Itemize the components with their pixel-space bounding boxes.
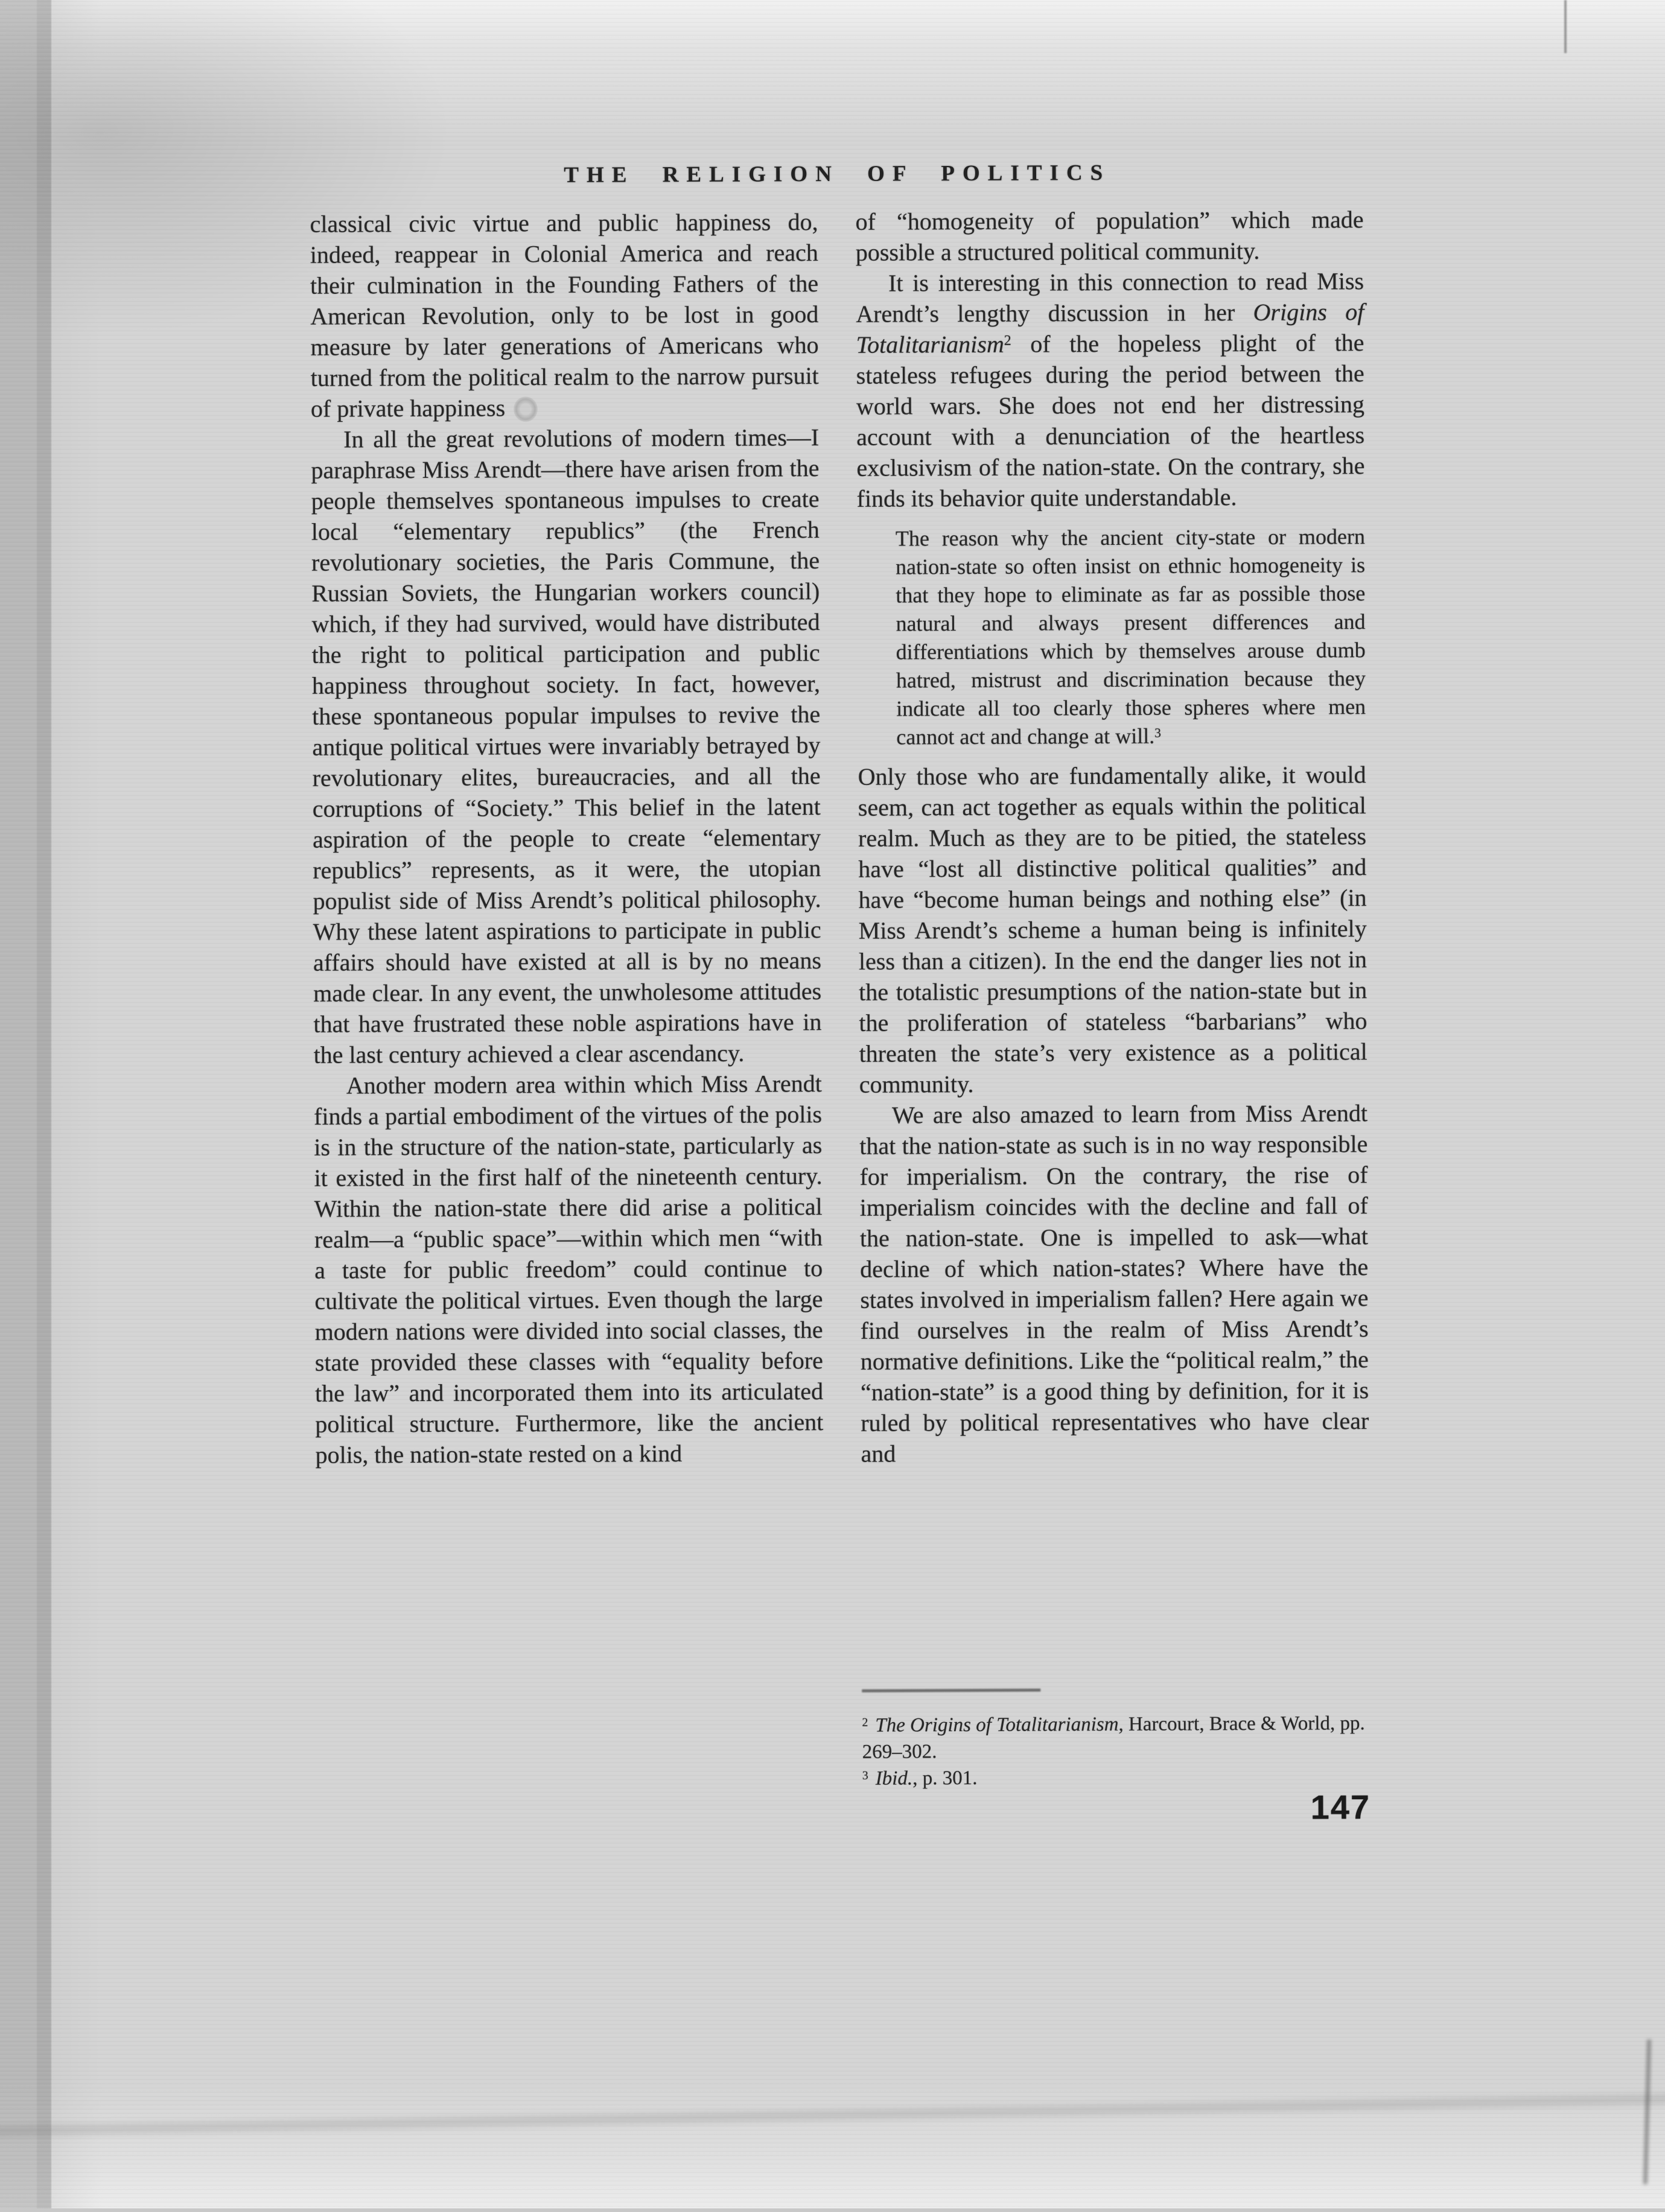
paragraph: Only those who are fundamentally alike, it would seem, can act together as equals within the political realm. Much as they are to be pitied, the stateless have “lost all distinctive political qualities” and have “become human beings and nothing else” (in Miss Arendt’s scheme a human being is infinitely less than a citizen). In the end the danger lies not in the totalistic presumptions of the nation-state but in the proliferation of stateless “barbarians” who threaten the state’s very existence as a political community. [858, 761, 1367, 1098]
footnote-separator [862, 1689, 1040, 1692]
paragraph-text: of the hopeless plight of the stateless refugees during the period between the world wars. She does not end her distressing account with a denunciation of the heartless exclusivism of the nation-state. On the contrary, she finds its behavior quite understandable. [856, 329, 1365, 512]
paragraph [310, 206, 820, 424]
footnote-marker: 2 [862, 1715, 868, 1729]
footnote-text: Harcourt, Brace & World, pp. 269–302. [862, 1712, 1365, 1763]
footnote-ref-3: 3 [1154, 725, 1161, 740]
footnote-text: , p. 301. [912, 1767, 978, 1790]
page-number: 147 [1310, 1788, 1371, 1826]
running-header: THE RELIGION OF POLITICS [564, 160, 1111, 188]
block-quote [896, 523, 1366, 751]
paragraph [856, 265, 1365, 514]
paragraph: of “homogeneity of population” which made possible a structured political community. [855, 206, 1364, 266]
ink-smudge [514, 396, 538, 422]
paragraph: In all the great revolutions of modern times—I paraphrase Miss Arendt—there have arisen from the people themselves spontaneous impulses to create local “elementary republics” (the French revolutionary societies, the Paris Commune, the Russian Soviets, the Hungarian workers council) which, if they had survived, would have distributed the right to political participation and public happiness throughout society. In fact, however, these spontaneous popular impulses to revive the antique political virtues were invariably betrayed by revolutionary elites, bureaucracies, and all the corruptions of “Society.” This belief in the latent aspiration of the people to create “elementary republics” represents, as it were, the utopian populist side of Miss Arendt’s political philosophy. Why these latent aspirations to participate in public affairs should have existed at all is by no means made clear. In any event, the unwholesome attitudes that have frustrated these noble aspirations have in the last century achieved a clear ascendancy. [311, 424, 822, 1069]
right-column [856, 204, 1369, 1469]
footnote-2 [862, 1710, 1370, 1765]
footnote-ref-2: 2 [1004, 333, 1011, 349]
left-column [310, 206, 824, 1470]
paragraph-text: It is interesting in this connection to read Miss Arendt’s lengthy discussion in her [856, 267, 1364, 328]
paragraph: Another modern area within which Miss Arendt finds a partial embodiment of the virtues of the polis is in the structure of the nation-state, particularly as it existed in the first half of the nineteenth century. Within the nation-state there did arise a political realm—a “public space”—within which men “with a taste for public freedom” could continue to cultivate the political virtues. Even though the large modern nations were divided into social classes, the state provided these classes with “equality before the law” and incorporated them into its articulated political structure. Furthermore, like the ancient polis, the nation-state rested on a kind [313, 1070, 824, 1469]
footnote-marker: 3 [862, 1769, 868, 1782]
paragraph-text: classical civic virtue and public happiness do, indeed, reappear in Colonial America and reach their culmination in the Founding Fathers of the American Revolution, only to be lost in good measure by later generations of Americans who turned from the political realm to the narrow pursuit of private happiness [310, 208, 819, 422]
book-title: Origins of Totalitarianism [856, 298, 1364, 358]
footnote-book-title: The Origins of Totalitarianism, [875, 1713, 1124, 1737]
footnotes [862, 1710, 1371, 1792]
quote-text: The reason why the ancient city-state or modern nation-state so often insist on ethnic homogeneity is that they hope to eliminate as far as possible those natural and always present differences and differentiations which by themselves arouse dumb hatred, mistrust and discrimination because they indicate all too clearly those spheres where men cannot act and change at will. [895, 524, 1366, 749]
footnote-ibid: Ibid. [875, 1767, 913, 1790]
paragraph: We are also amazed to learn from Miss Arendt that the nation-state as such is in no way responsible for imperialism. On the contrary, the rise of imperialism coincides with the decline and fall of the nation-state. One is impelled to ask—what decline of which nation-states? Where have the states involved in imperialism fallen? Here again we find ourselves in the realm of Miss Arendt’s normative definitions. Like the “political realm,” the “nation-state” is a good thing by definition, for it is ruled by political representatives who have clear and [859, 1099, 1369, 1467]
